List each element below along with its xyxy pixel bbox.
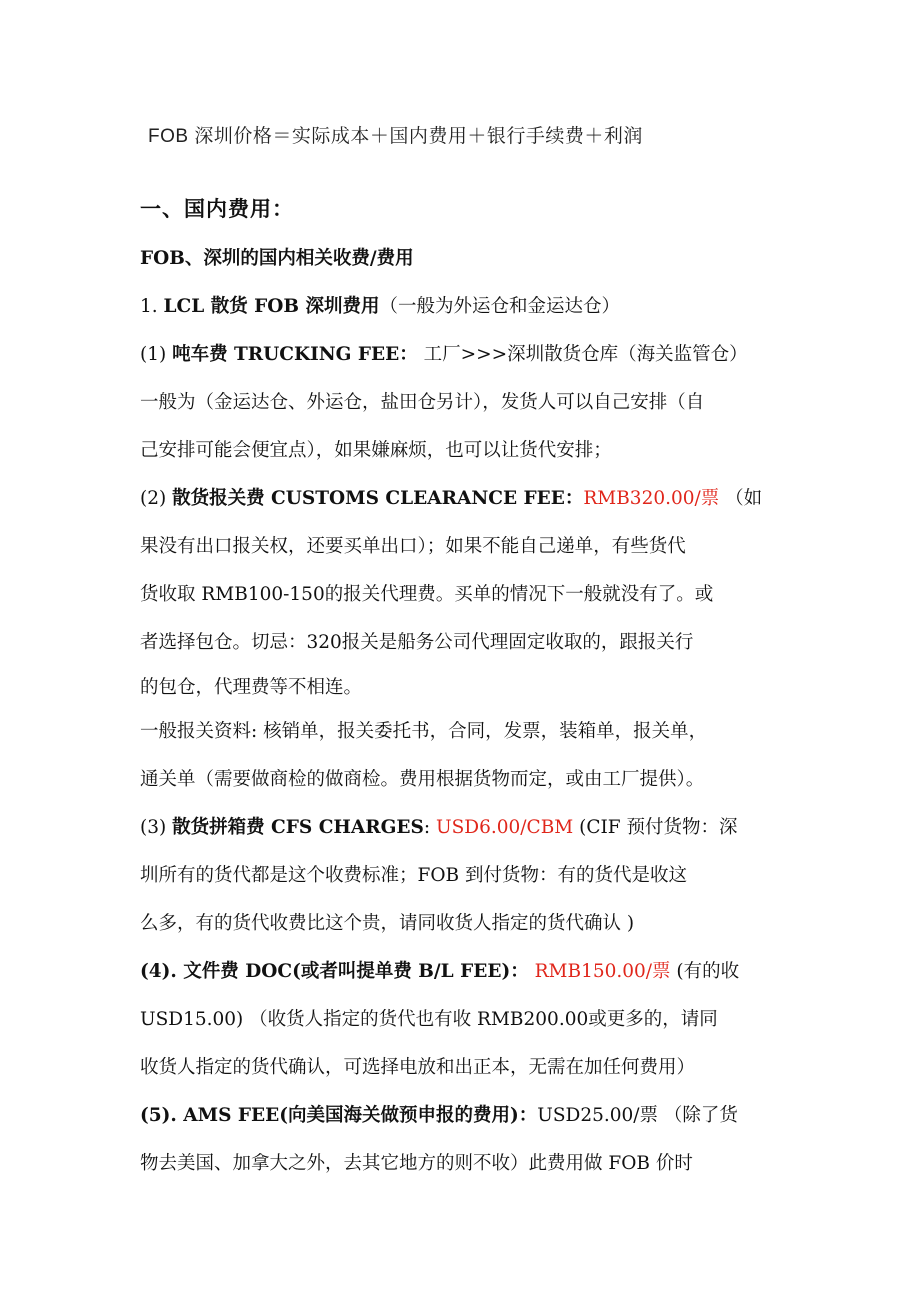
doc-fee-line2: USD15.00) （收货人指定的货代也有收 RMB200.00或更多的，请同 [140,1009,718,1030]
cfs-fee-amount: USD6.00/CBM [436,817,574,838]
declaration-docs-line1: 一般报关资料: 核销单，报关委托书，合同，发票，装箱单，报关单， [140,721,708,742]
section-heading: 一、国内费用： [140,196,294,221]
ams-fee-line1: (5). AMS FEE(向美国海关做预申报的费用)：USD25.00/票 （除了货 [140,1105,738,1126]
trucking-fee-line3: 己安排可能会便宜点），如果嫌麻烦，也可以让货代安排； [140,440,612,461]
customs-fee-line5: 的包仓，代理费等不相连。 [140,677,363,698]
declaration-docs-line2: 通关单（需要做商检的做商检。费用根据货物而定，或由工厂提供）。 [140,769,705,790]
price-formula: FOB 深圳价格＝实际成本＋国内费用＋银行手续费＋利润 [148,126,643,147]
doc-fee-line1: (4). 文件费 DOC(或者叫提单费 B/L FEE)： RMB150.00/票 (有的收 [140,961,740,982]
customs-fee-amount: RMB320.00/票 [583,488,720,509]
cfs-fee-line3: 么多，有的货代收费比这个贵，请同收货人指定的货代确认 ) [140,913,635,934]
doc-fee-amount: RMB150.00/票 [528,961,671,982]
customs-fee-line3: 货收取 RMB100-150的报关代理费。买单的情况下一般就没有了。或 [140,584,714,605]
customs-fee-line1: (2) 散货报关费 CUSTOMS CLEARANCE FEE：RMB320.00/票 （如 [140,488,763,509]
trucking-fee-line2: 一般为（金运达仓、外运仓，盐田仓另计），发货人可以自己安排（自 [140,392,705,413]
item-lcl: 1. LCL 散货 FOB 深圳费用（一般为外运仓和金运达仓） [140,296,621,317]
customs-fee-line4: 者选择包仓。切忌：320报关是船务公司代理固定收取的，跟报关行 [140,632,694,653]
doc-fee-line3: 收货人指定的货代确认，可选择电放和出正本，无需在加任何费用） [140,1057,696,1078]
ams-fee-line2: 物去美国、加拿大之外，去其它地方的则不收）此费用做 FOB 价时 [140,1153,693,1174]
cfs-fee-line1: (3) 散货拼箱费 CFS CHARGES: USD6.00/CBM (CIF 预付货物：深 [140,817,738,838]
subheading: FOB、深圳的国内相关收费/费用 [140,248,414,269]
trucking-fee-line1: (1) 吨车费 TRUCKING FEE： 工厂>>>深圳散货仓库（海关监管仓） [140,344,748,365]
document-body [140,235,790,1188]
cfs-fee-line2: 圳所有的货代都是这个收费标准；FOB 到付货物：有的货代是收这 [140,865,687,886]
customs-fee-line2: 果没有出口报关权，还要买单出口）；如果不能自己递单，有些货代 [140,536,686,557]
